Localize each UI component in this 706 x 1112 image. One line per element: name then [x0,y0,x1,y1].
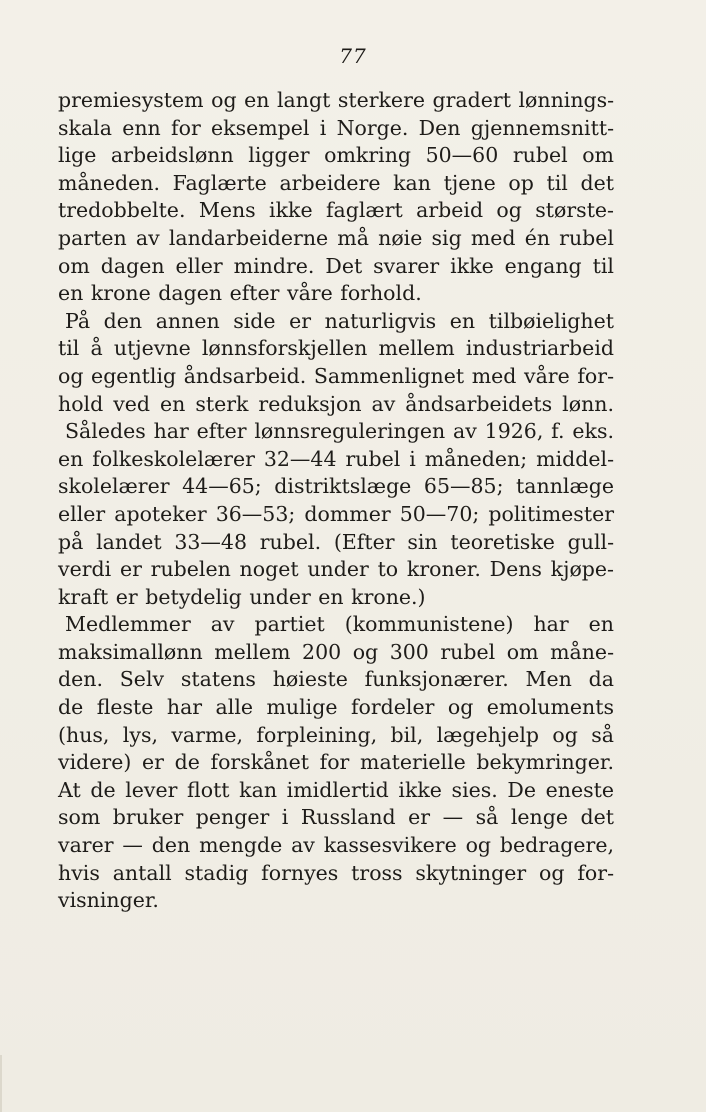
text-line: eller apoteker 36—53; dommer 50—70; politimester [58,501,614,526]
text-line: verdi er rubelen noget under to kroner. Dens kjøpe- [58,557,614,582]
page-number: 77 [339,44,367,68]
text-line: (hus, lys, varme, forpleining, bil, lægehjelp og så [58,722,614,747]
text-line: Medlemmer av partiet (kommunistene) har en [65,612,614,637]
text-line: og egentlig åndsarbeid. Sammenlignet med våre for- [58,363,614,388]
text-line: lige arbeidslønn ligger omkring 50—60 rubel om [58,143,614,168]
text-line: skala enn for eksempel i Norge. Den gjennemsnitt- [58,115,614,140]
text-line: Således har efter lønnsreguleringen av 1926, f. eks. [65,419,614,444]
text-line: på landet 33—48 rubel. (Efter sin teoretiske gull- [58,529,614,554]
body-text [58,87,614,915]
text-line: maksimallønn mellem 200 og 300 rubel om måne- [58,639,614,664]
text-line: hold ved en sterk reduksjon av åndsarbeidets lønn. [58,391,614,416]
text-line: en folkeskolelærer 32—44 rubel i måneden; middel- [58,446,614,471]
text-line: varer — den mengde av kassesvikere og bedragere, [58,833,614,858]
text-line: hvis antall stadig fornyes tross skytninger og for- [58,860,614,885]
text-line: premiesystem og en langt sterkere gradert lønnings- [58,88,615,112]
text-line: tredobbelte. Mens ikke faglært arbeid og største- [58,198,614,223]
text-line: den. Selv statens høieste funksjonærer. Men da [58,667,614,692]
text-line: som bruker penger i Russland er — så lenge det [58,805,614,830]
text-line: måneden. Faglærte arbeidere kan tjene op til det [58,170,614,195]
text-line: På den annen side er naturligvis en tilbøielighet [65,308,614,333]
text-line: videre) er de forskånet for materielle bekymringer. [58,750,614,775]
text-line: visninger. [58,888,159,913]
text-line: de fleste har alle mulige fordeler og emoluments [58,695,614,720]
text-line: en krone dagen efter våre forhold. [58,281,422,306]
text-line: kraft er betydelig under en krone.) [58,584,426,609]
text-line: om dagen eller mindre. Det svarer ikke engang til [58,253,614,278]
text-line: skolelærer 44—65; distriktslæge 65—85; tannlæge [58,474,614,499]
page-edge-mark [0,1055,2,1112]
text-line: At de lever flott kan imidlertid ikke sies. De eneste [58,777,614,802]
text-line: parten av landarbeiderne må nøie sig med én rubel [58,225,614,250]
text-line: til å utjevne lønnsforskjellen mellem industriarbeid [58,336,614,361]
